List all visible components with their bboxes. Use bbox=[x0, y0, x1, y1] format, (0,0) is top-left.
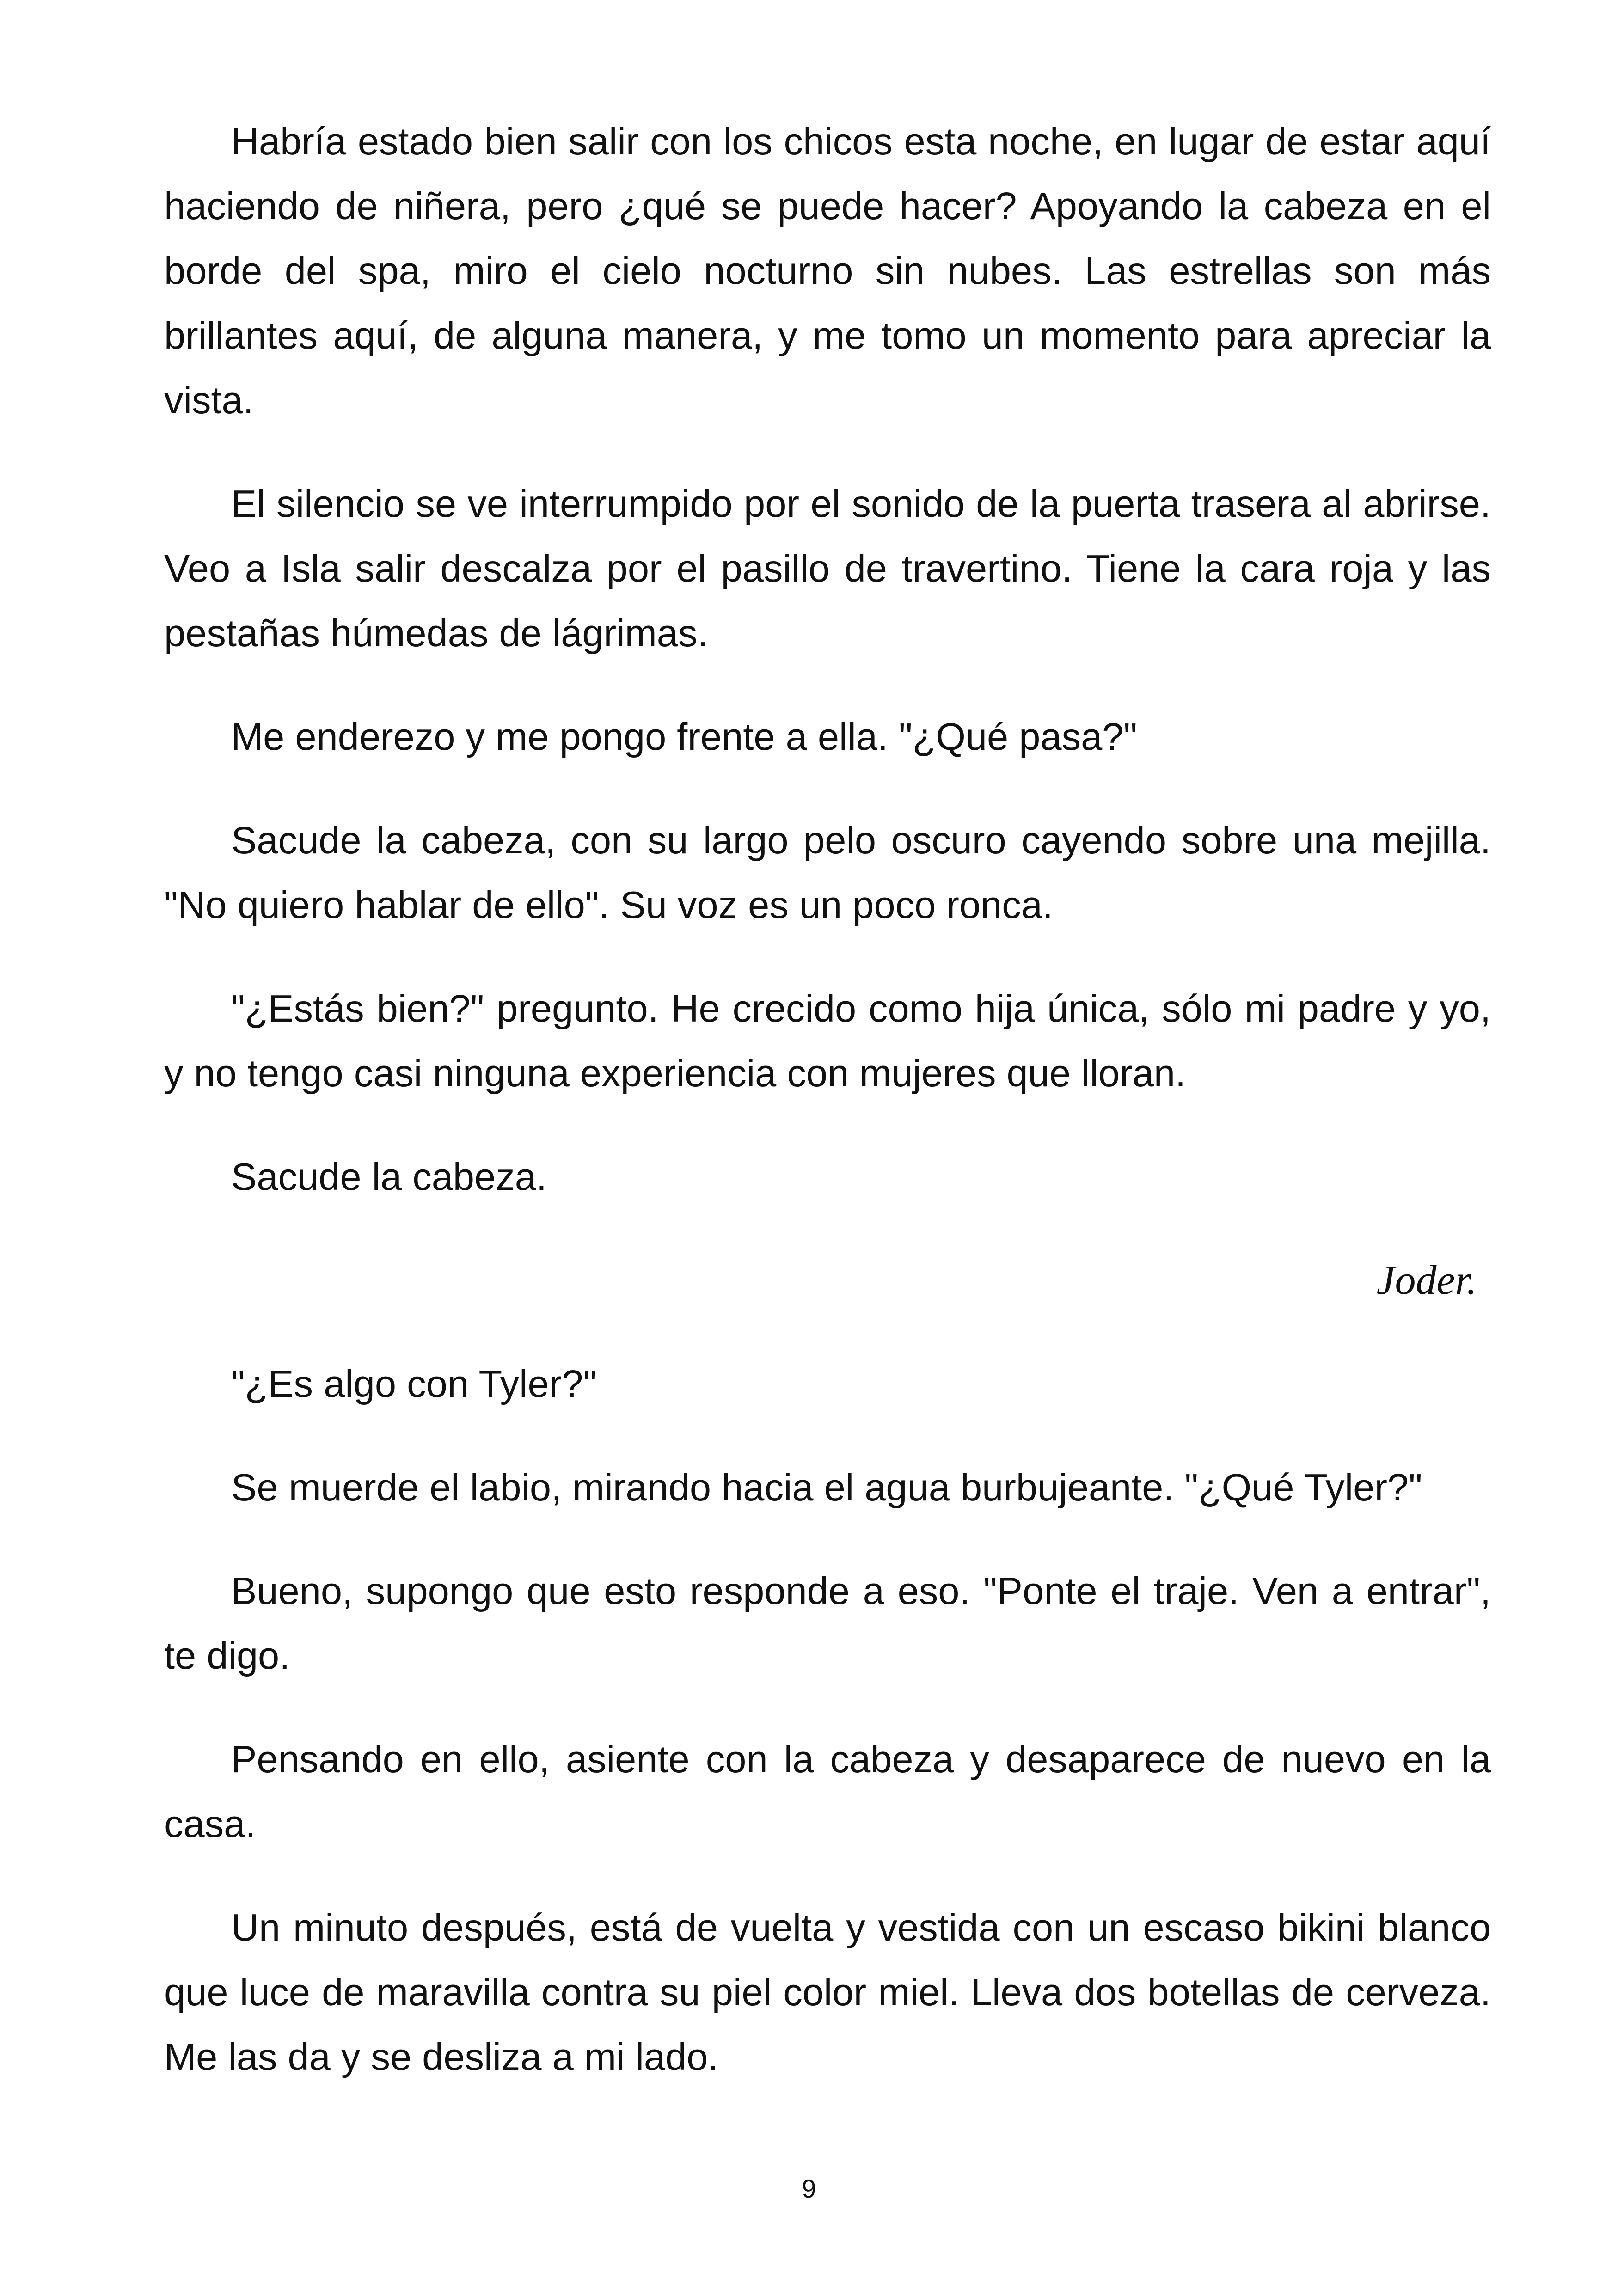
paragraph: El silencio se ve interrumpido por el sonido de la puerta trasera al abrirse. Veo a Isla salir descalza por el pasillo de travertino. Tiene la cara roja y las pestañas húmedas de lágrimas. bbox=[164, 482, 1491, 655]
paragraph: Un minuto después, está de vuelta y vestida con un escaso bikini blanco que luce de maravilla contra su piel color miel. Lleva dos botellas de cerveza. Me las da y se desliza a mi lado. bbox=[164, 1906, 1491, 2078]
paragraph: Sacude la cabeza, con su largo pelo oscuro cayendo sobre una mejilla. "No quiero hablar de ello". Su voz es un poco ronca. bbox=[164, 819, 1491, 926]
paragraph: Me enderezo y me pongo frente a ella. "¿Qué pasa?" bbox=[231, 715, 1137, 758]
paragraph: Se muerde el labio, mirando hacia el agua burbujeante. "¿Qué Tyler?" bbox=[231, 1466, 1422, 1509]
body-text bbox=[164, 109, 1491, 2128]
page-number: 9 bbox=[802, 2174, 816, 2203]
paragraph: "¿Estás bien?" pregunto. He crecido como hija única, sólo mi padre y yo, y no tengo casi ninguna experiencia con mujeres que lloran. bbox=[164, 987, 1491, 1095]
paragraph: Pensando en ello, asiente con la cabeza y desaparece de nuevo en la casa. bbox=[164, 1738, 1491, 1845]
paragraph: Habría estado bien salir con los chicos esta noche, en lugar de estar aquí haciendo de niñera, pero ¿qué se puede hacer? Apoyando la cabeza en el borde del spa, miro el cielo nocturno sin nubes. Las estrellas son más brillantes aquí, de alguna manera, y me tomo un momento para apreciar la vista. bbox=[164, 120, 1491, 422]
paragraph: "¿Es algo con Tyler?" bbox=[231, 1362, 597, 1405]
paragraph: Bueno, supongo que esto responde a eso. "Ponte el traje. Ven a entrar", te digo. bbox=[164, 1569, 1491, 1677]
italic-thought: Joder. bbox=[1376, 1257, 1477, 1303]
paragraph: Sacude la cabeza. bbox=[231, 1155, 547, 1198]
